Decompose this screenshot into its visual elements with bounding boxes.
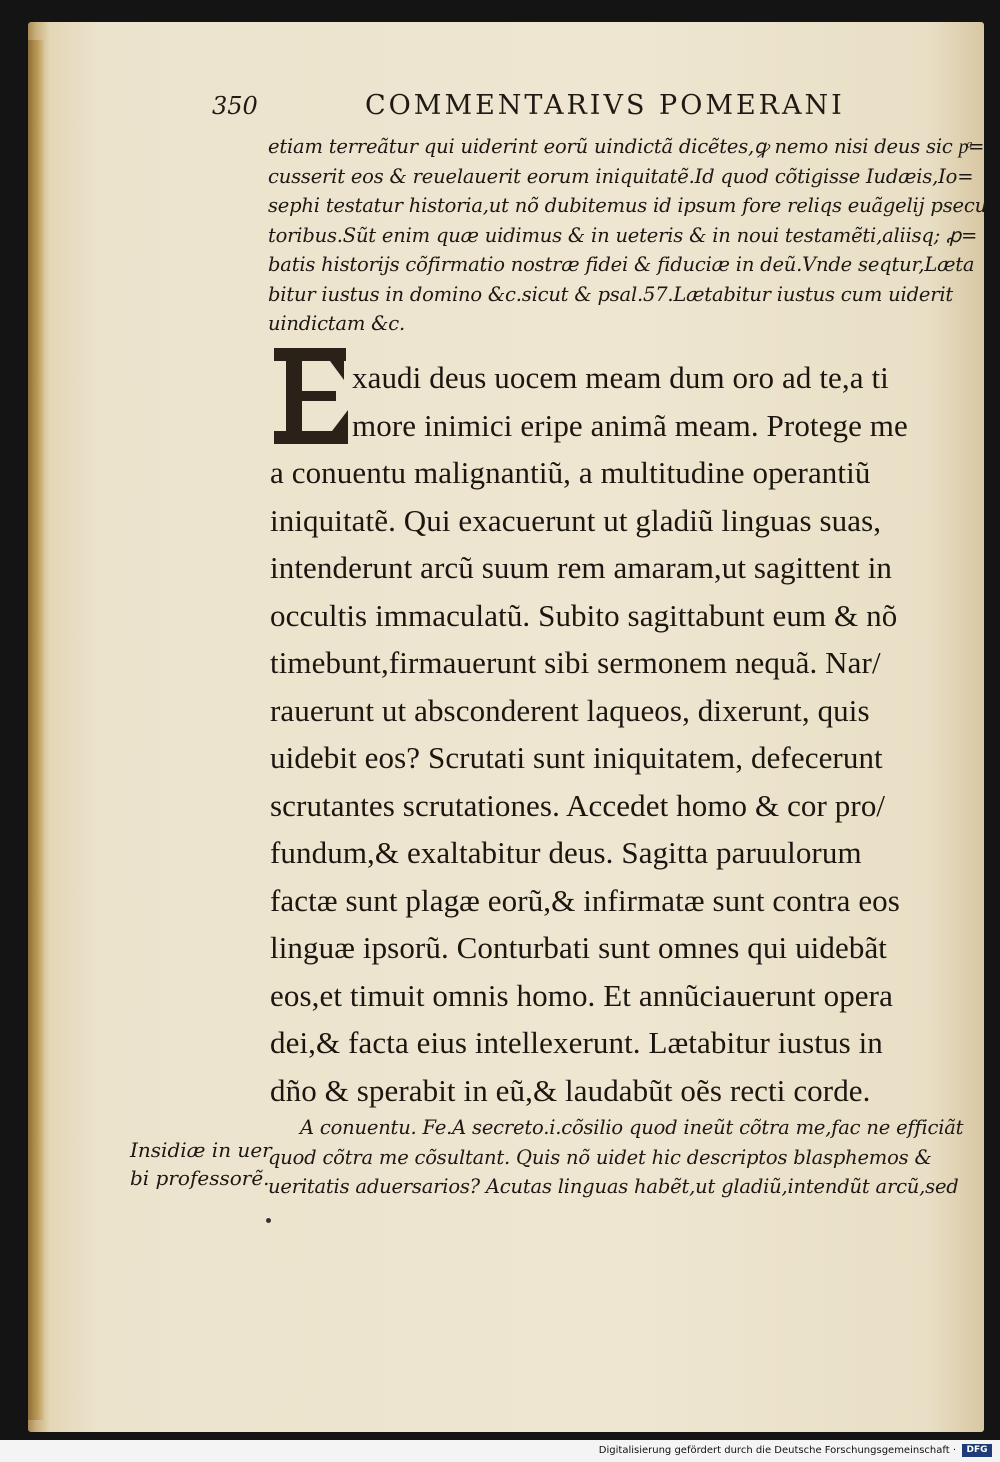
running-title: COMMENTARIVS POMERANI xyxy=(365,90,845,121)
commentary-line: bitur iustus in domino &c.sicut & psal.57.Lætabitur iustus cum uiderit xyxy=(268,282,953,306)
psalm-line: intenderunt arcũ suum rem amaram,ut sagittent in xyxy=(270,550,893,585)
commentary-bottom xyxy=(268,1113,964,1202)
page-edge xyxy=(28,40,44,1420)
commentary-line: batis historijs cõfirmatio nostræ fidei & fiduciæ in deũ.Vnde seqtur,Læta xyxy=(268,253,975,276)
commentary-line: cusserit eos & reuelauerit eorum iniquitatẽ.Id quod cõtigisse Iudæis,Io= xyxy=(268,164,974,188)
footer-credit: Digitalisierung gefördert durch die Deutsche Forschungsgemeinschaft · xyxy=(598,1445,956,1456)
psalm-line: xaudi deus uocem meam dum oro ad te,a ti xyxy=(352,360,889,395)
psalm-line: eos,et timuit omnis homo. Et annũciauerunt opera xyxy=(270,977,893,1013)
margin-note xyxy=(130,1136,272,1192)
psalm-line: dei,& facta eius intellexerunt. Lætabitur iustus in xyxy=(270,1025,883,1060)
psalm-line: a conuentu malignantiũ, a multitudine operantiũ xyxy=(270,455,871,490)
ink-mark xyxy=(266,1218,271,1223)
psalm-line: uidebit eos? Scrutati sunt iniquitatem, defecerunt xyxy=(270,740,883,775)
commentary-line: uindictam &c. xyxy=(268,312,406,335)
psalm-line: more inimici eripe animã meam. Protege me xyxy=(352,407,908,443)
psalm-line: dño & sperabit in eũ,& laudabũt oẽs recti corde. xyxy=(270,1072,871,1108)
running-header xyxy=(200,90,930,126)
drop-cap-letter: E xyxy=(310,405,316,414)
commentary-line: ueritatis aduersarios? Acutas linguas habẽt,ut gladiũ,intendũt arcũ,sed xyxy=(268,1175,959,1198)
psalm-line: scrutantes scrutationes. Accedet homo & cor pro/ xyxy=(270,787,886,823)
psalm-text xyxy=(270,354,930,1114)
psalm-line: linguæ ipsorũ. Conturbati sunt omnes qui uidebãt xyxy=(270,930,888,965)
psalm-line: rauerunt ut absconderent laqueos, dixerunt, quis xyxy=(270,692,870,728)
commentary-line: sephi testatur historia,ut nõ dubitemus id ipsum fore reliqs euãgelij psecu xyxy=(268,194,987,217)
dfg-logo: DFG xyxy=(962,1444,992,1457)
commentary-line: A conuentu. Fe.A secreto.i.cõsilio quod ineũt cõtra me,fac ne efficiãt xyxy=(300,1116,964,1139)
footer-bar xyxy=(0,1440,1000,1462)
commentary-line: etiam terreãtur qui uiderint eorũ uindictã dicẽtes,ꝙ nemo nisi deus sic pͣ= xyxy=(268,135,985,158)
psalm-line: timebunt,firmauerunt sibi sermonem nequã. Nar/ xyxy=(270,645,881,680)
margin-note-line: Insidiæ in uer xyxy=(130,1138,272,1162)
psalm-line: factæ sunt plagæ eorũ,& infirmatæ sunt contra eos xyxy=(270,882,900,918)
psalm-line: fundum,& exaltabitur deus. Sagitta paruulorum xyxy=(270,835,862,870)
page-number: 350 xyxy=(212,92,258,120)
margin-note-line: bi professorẽ. xyxy=(130,1166,270,1190)
commentary-line: toribus.Sũt enim quæ uidimus & in ueteris & in noui testamẽti,aliisq; ꝓ= xyxy=(268,223,978,247)
psalm-line: occultis immaculatũ. Subito sagittabunt eum & nõ xyxy=(270,597,898,633)
commentary-top xyxy=(268,132,987,339)
psalm-line: iniquitatẽ. Qui exacuerunt ut gladiũ linguas suas, xyxy=(270,502,882,538)
commentary-line: quod cõtra me cõsultant. Quis nõ uidet hic descriptos blasphemos & xyxy=(268,1145,932,1169)
